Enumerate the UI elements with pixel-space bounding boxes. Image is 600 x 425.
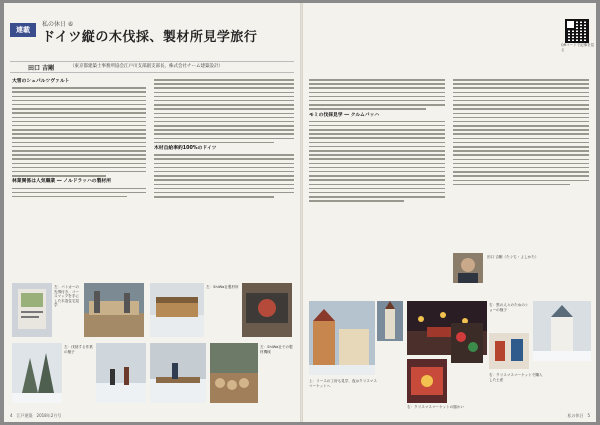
author-profile-caption: 田口 吉剛（たぐち・よしかた）	[487, 255, 539, 259]
text-column-3	[309, 77, 445, 204]
photo-caption: 左：パトカーの先導付き、コースマップを手にした木造住宅見学	[54, 285, 80, 307]
photo-snowy-castle	[533, 301, 591, 361]
qr-code	[565, 19, 589, 43]
body-text	[309, 121, 445, 202]
text-column-1	[12, 77, 146, 200]
author-affiliation: （東京都建築士事務所協会江戸川支部副支部長、株式会社チーム建築設計）	[70, 64, 223, 69]
magazine-spread	[4, 3, 596, 422]
article-title: ドイツ縦の木伐採、製材所見学旅行	[42, 30, 258, 45]
photo-logging	[150, 343, 206, 403]
author-portrait	[453, 253, 483, 283]
section-heading-4: モミの伐採見学 ― クルムバッハ	[309, 112, 380, 118]
body-text	[154, 154, 294, 197]
photo-caption: 右：クリスマスマーケットで購入した土産	[489, 373, 543, 382]
body-text	[12, 188, 146, 198]
qr-caption: QRコードで記事を見る	[561, 43, 595, 52]
left-page	[4, 3, 300, 422]
photo-timber-stack	[210, 343, 258, 403]
photo-caption: 右：黒の人々のためのショーの様子	[489, 303, 529, 312]
photo-market-stall	[407, 359, 447, 403]
photo-caption: 左：ShiWa社での製材機械	[260, 345, 293, 354]
section-heading-3: 木材自給率約100%のドイツ	[154, 146, 217, 151]
photo-people-snow	[96, 343, 146, 403]
body-text	[12, 87, 146, 176]
photo-machinery	[242, 283, 292, 337]
body-text	[453, 79, 589, 185]
page-footer-right: 私の休日 5	[567, 413, 590, 418]
author-name: 田口 吉剛	[28, 65, 55, 72]
series-label: 私の休日 ⑥	[42, 21, 74, 28]
page-footer-left: 4 江戸建築 2018年2月号	[10, 413, 62, 418]
photo-souvenirs	[489, 333, 529, 369]
section-heading-1: 大雪のシュパルツヴァルト	[12, 79, 70, 84]
right-page	[303, 3, 596, 422]
photo-caption: 右：クリスマスマーケットの賑わい	[407, 405, 465, 409]
photo-map-document	[12, 283, 52, 337]
series-badge: 連載	[10, 23, 36, 37]
photo-caption: 上：リースの工房も見学、夜はクリスマスマーケットへ	[309, 379, 377, 388]
photo-sawmill-yard	[150, 283, 204, 337]
photo-sawmill-interior	[84, 283, 144, 337]
photo-town-street	[309, 301, 375, 375]
author-bar	[10, 61, 294, 73]
photo-decorations	[451, 323, 483, 363]
section-heading-2: 林業関係は人気職業 ― ノルドラッハの製材所	[12, 179, 111, 185]
text-column-4	[453, 77, 589, 188]
text-column-2	[154, 77, 294, 200]
photo-caption: 左：伐採する作業の様子	[64, 345, 93, 354]
photo-caption: 左：ShiWa社製材所	[206, 285, 239, 289]
body-text	[154, 79, 294, 143]
photo-church-tower	[377, 301, 403, 341]
body-text	[309, 79, 445, 110]
photo-snowy-forest	[12, 343, 62, 403]
